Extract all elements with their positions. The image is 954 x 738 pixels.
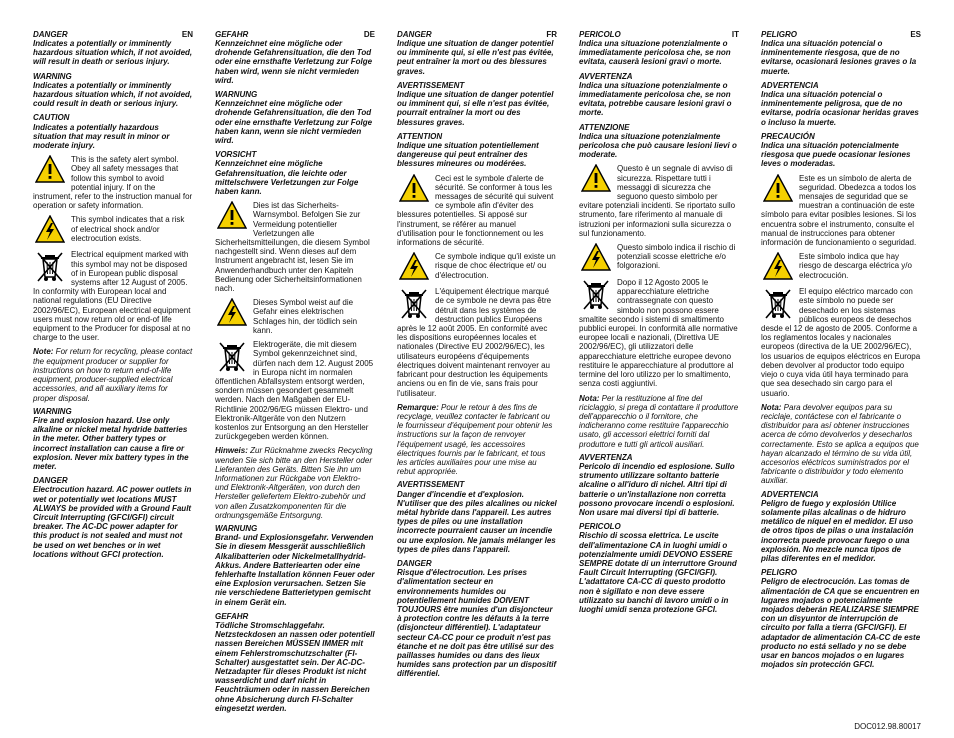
crossed-out-bin-icon [35,250,65,284]
note-text: Zur Rücknahme zwecks Recycling wenden Sie sich bitte an den Hersteller oder Lieferanten des Geräts. Bitten Sie ihn um Informationen zur Rückgabe von Elektro- und Elektronik-Altgeräten, von durch den Hersteller geliefertem Elektro-zubehör und von allen Zusatzkomponenten für die ordnungsgemäße Entsorgung. [215,446,373,520]
electrical-shock-symbol-block [215,298,375,335]
danger-text: Indica una situazione potenzialmente o immediatamente pericolosa che, se non evitata, causerà lesioni gravi o morte. [579,39,731,67]
weee-text: Dopo il 12 Agosto 2005 le apparecchiature elettriche contrassegnate con questo simbolo non possono essere smaltite secondo i sistemi di smaltimento pubblici europei. In conformità alle normative europee locali e nazionali, (Direttiva UE 2002/96/EC), gli utilizzatori delle apparecchiature elettriche europee devono restituire le apparecchiature al produttore al termine del loro utilizzo per lo smaltimento, senza costi aggiuntivi. [579,278,738,389]
warning-heading: AVERTISSEMENT [397,80,465,90]
crossed-out-bin-icon [217,340,247,374]
danger-heading: DANGER [397,30,432,39]
battery-warning-heading: AVERTISSEMENT [397,480,465,490]
danger-text: Indique une situation de danger potentiel ou imminente qui, si elle n'est pas évitée, peut entraîner la mort ou des blessures graves. [397,39,554,76]
section-header [579,30,739,39]
danger-heading: PELIGRO [761,30,798,39]
safety-alert-text: Dies ist das Sicherheits-Warnsymbol. Befolgen Sie zur Vermeidung potentieller Verletzungen alle Sicherheitsmitteilungen, die diesem Symbol nachgestellt sind. Wenn dieses auf dem Instrument angebracht ist, lesen Sie im Anwenderhandbuch unter den Kapiteln Bedienung oder Sicherheitsinformationen nach. [215,201,370,294]
danger-heading: PERICOLO [579,30,621,39]
safety-alert-icon [399,174,429,202]
caution-text: Indique une situation potentiellement dangereuse qui peut entraîner des blessures mineures ou modérées. [397,141,539,169]
section-header [761,30,921,39]
safety-alert-text: This is the safety alert symbol. Obey all safety messages that follow this symbol to avoid potential injury. If on the instrument, refer to the instruction manual for operation or safety information. [33,155,193,211]
electrical-shock-symbol-block [397,252,557,282]
electrical-shock-symbol-block [579,243,739,273]
column-en [33,30,193,564]
recycling-note [33,347,193,402]
note-text: For return for recycling, please contact the equipment producer or supplier for instructions on how to return end-of-life equipment, producer-supplied electrical accessories, and all auxiliary items for proper disposal. [33,347,193,403]
electrocution-danger-text: Risque d'électrocution. Les prises d'alimentation secteur en environnements humides ou potentiellement humides DOIVENT TOUJOURS être munies d'un disjoncteur à protection contre les défauts à la terre (disjoncteur différentiel). L'adaptateur secteur CA-CC pour ce produit n'est pas étanche et ne doit pas être utilisé sur des paillasses humides ou dans des lieux humides sans protection par un dispositif différentiel. [397,568,557,679]
crossed-out-bin-icon [763,287,793,321]
battery-warning-text: Fire and explosion hazard. Use only alkaline or nickel metal hydride batteries in the meter. Other battery types or incorrect installation can cause a fire or explosion. Never mix battery types in the meter. [33,415,189,471]
electrical-shock-text: This symbol indicates that a risk of electrical shock and/or electrocution exists. [71,215,185,243]
weee-symbol-block [397,287,557,397]
electrocution-danger-heading: GEFAHR [215,611,249,621]
column-it [579,30,739,619]
electrical-shock-icon [763,252,793,280]
caution-heading: CAUTION [33,113,70,123]
weee-symbol-block [215,340,375,441]
safety-alert-symbol-block [215,201,375,293]
safety-alert-symbol-block [397,174,557,248]
warning-heading: AVVERTENZA [579,71,633,81]
note-text: Per la restituzione al fine del riciclaggio, si prega di contattare il produttore dell'apparecchio o il fornitore, che indicheranno come restituire l'apparecchio usato, gli accessori elettrici forniti dal produttore e tutti gli articoli ausiliari. [579,393,739,449]
caution-heading: ATTENTION [397,131,443,141]
column-es [761,30,921,674]
danger-text: Indica una situación potencial o inminentemente riesgosa, que de no evitarse, ocasionará lesiones graves o la muerte. [761,39,917,76]
electrocution-danger-heading: PERICOLO [579,522,621,532]
electrocution-danger-text: Tödliche Stromschlaggefahr. Netzsteckdosen an nassen oder potentiell nassen Bereichen MÜSSEN IMMER mit einem Fehlerstromschutzschalter (FI-Schalter) ausgestattet sein. Der AC-DC-Netzadapter für dieses Produkt ist nicht wasserdicht und darf nicht in Feuchträumen oder in nassen Bereichen ohne Absicherung durch FI-Schalter eingesetzt werden. [215,620,375,713]
caution-text: Kennzeichnet eine mögliche Gefahrensituation, die leichte oder mittelschwere Verletzungen zur Folge haben kann. [215,159,359,197]
electrical-shock-icon [217,298,247,326]
electrical-shock-symbol-block [33,215,193,245]
document-code: DOC012.98.80017 [854,722,921,731]
safety-alert-icon [217,201,247,229]
recycling-note [761,403,921,486]
note-label: Nota: [761,402,782,412]
weee-symbol-block [579,278,739,388]
electrical-shock-icon [581,243,611,271]
electrical-shock-text: Ce symbole indique qu'il existe un risque de choc électrique et/ ou d'électrocution. [435,252,556,280]
battery-warning-text: Danger d'incendie et d'explosion. N'utiliser que des piles alcalines ou nickel métal hybride dans l'appareil. Les autres types de piles ou une installation incorrecte pourraient causer un incendie ou une explosion. Ne jamais mélanger les types de piles dans l'appareil. [397,489,557,554]
column-fr [397,30,557,684]
weee-text: Electrical equipment marked with this symbol may not be disposed of in European public disposal systems after 12 August of 2005. In conformity with European local and national regulations (EU Directive 2002/96/EC), European electrical equipment users must now return old or end-of life equipment to the Producer for disposal at no charge to the user. [33,250,191,343]
warning-heading: WARNING [33,71,72,81]
note-label: Nota: [579,393,600,403]
language-code: ES [910,30,921,39]
weee-text: Elektrogeräte, die mit diesem Symbol gekennzeichnet sind, dürfen nach dem 12. August 2005 in Europa nicht im normalen öffentlichen Abfallsystem entsorgt werden, sondern müssen gesondert gesammelt werden. Nach den Maßgaben der EU-Richtlinie 2002/96/EG müssen Elektro- und Elektronik-Altgeräte von den Nutzern kostenlos zur Entsorgung an den Hersteller zurückgegeben werden können. [215,340,374,442]
electrical-shock-symbol-block [761,252,921,282]
note-text: Pour le retour à des fins de recyclage, veuillez contacter le fabricant ou le fournisseur d'équipement pour obtenir les instructions sur la façon de renvoyer l'équipement usagé, les accessoires électriques fournis par le fabricant, et tous les articles auxiliaires pour une mise au rebut appropriée. [397,402,553,477]
caution-heading: VORSICHT [215,150,257,160]
electrocution-danger-heading: DANGER [33,476,68,486]
language-code: IT [731,30,739,39]
note-label: Remarque: [397,402,439,412]
danger-heading: GEFAHR [215,30,249,39]
battery-warning-text: Pericolo di incendio ed esplosione. Sullo strumento utilizzare soltanto batterie alcaline o all'iduro di nichel. Altri tipi di batterie o un'installazione non corretta possono provocare incendi o esplosioni. Non usare mai diversi tipi di batterie. [579,461,735,517]
language-code: EN [181,30,193,39]
electrical-shock-icon [399,252,429,280]
battery-warning-heading: ADVERTENCIA [761,489,819,499]
battery-warning-text: Brand- und Explosionsgefahr. Verwenden Sie in diesem Messgerät ausschließlich Alkalibatterien oder Nickelmetallhydrid-Akkus. Andere Batteriearten oder eine fehlerhafte Installation können Feuer oder eine Explosion verursachen. Setzen Sie nie verschiedene Batterietypen gemischt in einem Gerät ein. [215,533,375,607]
warning-text: Indica una situazione potenzialmente o immediatamente pericolosa che, se non evitata, potrebbe causare lesioni gravi o morte. [579,80,732,118]
safety-alert-symbol-block [761,174,921,248]
section-header [397,30,557,39]
warning-text: Indicates a potentially or imminently hazardous situation which, if not avoided, could result in death or serious injury. [33,80,193,109]
electrocution-danger-text: Peligro de electrocución. Las tomas de alimentación de CA que se encuentren en lugares mojados o potencialmente mojados deberán REALIZARSE SIEMPRE con un disyuntor de interrupción de circuito por falla a tierra (GFCI/GFI). El adaptador de alimentación CA-CC de este producto no está sellado y no se debe usar en bancos mojados o en lugares mojados sin protección GFCI. [761,577,921,670]
warning-heading: WARNUNG [215,90,258,100]
section-header [33,30,193,39]
weee-symbol-block [33,250,193,342]
danger-text: Indicates a potentially or imminently hazardous situation which, if not avoided, will result in death or serious injury. [33,39,193,67]
crossed-out-bin-icon [581,278,611,312]
warning-heading: ADVERTENCIA [761,80,819,90]
electrical-shock-text: Questo simbolo indica il rischio di potenziali scosse elettriche e/o folgorazioni. [617,243,736,271]
safety-alert-text: Ceci est le symbole d'alerte de sécurité. Se conformer à tous les messages de sécurité qui suivent ce symbole afin d'éviter des blessures potentielles. Si apposé sur l'instrument, se référer au manuel d'utilisation pour le fonctionnement ou les informations de sécurité. [397,173,554,248]
caution-heading: PRECAUCIÓN [761,131,815,141]
language-code: DE [363,30,375,39]
electrocution-danger-heading: DANGER [397,558,432,568]
battery-warning-text: Peligro de fuego y explosión Utilice solamente pilas alcalinas o de hidruro metálico de níquel en el medidor. El uso de otros tipos de pilas o una instalación incorrecta puede provocar fuego o una explosión. No mezcle nunca tipos de pilas diferentes en el medidor. [761,498,914,563]
battery-warning-heading: AVVERTENZA [579,452,633,462]
caution-text: Indica una situazione potenzialmente pericolosa che può causare lesioni lievi o moderate. [579,131,737,160]
safety-alert-symbol-block [33,155,193,210]
warning-text: Kennzeichnet eine mögliche oder drohende Gefahrensituation, die den Tod oder eine ernsthafte Verletzung zur Folge haben kann, wenn sie nicht vermieden wird. [215,99,373,146]
note-text: Para devolver equipos para su reciclaje, contáctese con el fabricante o distribuidor para así obtener instrucciones acerca de cómo devolverlos y desecharlos correctamente. Esto se aplica a equipos que hayan alcanzado el término de su vida útil, accesorios eléctricos suministrados por el fabricante o distribuidor y todo elemento auxiliar. [761,402,919,486]
caution-heading: ATTENZIONE [579,122,630,132]
safety-alert-text: Este es un símbolo de alerta de seguridad. Obedezca a todos los mensajes de seguridad que se muestran a continuación de este símbolo para evitar posibles lesiones. Si los encuentra sobre el instrumento, consulte el manual de instrucciones para obtener información de funcionamiento o seguridad. [761,173,917,248]
electrocution-danger-heading: PELIGRO [761,568,798,578]
caution-text: Indicates a potentially hazardous situation that may result in minor or moderate injury. [33,122,170,151]
weee-text: El equipo eléctrico marcado con este símbolo no puede ser desechado en los sistemas públicos europeos de desechos desde el 12 de agosto de 2005. Conforme a los reglamentos locales y nacionales europeos (directiva de la UE 2002/96/EC), los usuarios de equipos eléctricos en Europa deben devolver al productor todo equipo viejo o cuya vida útil haya terminado para que sea desechado sin cargo para el usuario. [761,287,921,398]
weee-text: L'équipement électrique marqué de ce symbole ne devra pas être détruit dans les systèmes de destruction publics Européens après le 12 août 2005. En conformité avec les dispositions européennes locales et nationales (Directive EU 2002/96/EC), les utilisateurs européens d'équipements électriques doivent maintenant renvoyer au fabricant pour destruction les équipements anciens ou en fin de vie, sans frais pour l'utilisateur. [397,287,552,398]
weee-symbol-block [761,287,921,397]
electrical-shock-text: Este símbolo indica que hay riesgo de descarga eléctrica y/o electrocución. [799,252,912,280]
safety-alert-icon [581,164,611,192]
safety-alert-icon [763,174,793,202]
language-code: FR [546,30,557,39]
electrical-shock-text: Dieses Symbol weist auf die Gefahr eines elektrischen Schlages hin, der tödlich sein kann. [253,298,358,335]
battery-warning-heading: WARNING [33,406,72,416]
safety-alert-text: Questo è un segnale di avviso di sicurezza. Rispettare tutti i messaggi di sicurezza che seguono questo simbolo per evitare potenziali incidenti. Se riportato sullo strumento, fare riferimento al manuale di istruzioni per informazioni sulla sicurezza o sul funzionamento. [579,164,736,238]
recycling-note [215,446,375,520]
crossed-out-bin-icon [399,287,429,321]
safety-alert-icon [35,155,65,183]
warning-text: Indique une situation de danger potentiel ou imminent qui, si elle n'est pas évitée, pourrait entraîner la mort ou des blessures graves. [397,90,554,127]
caution-text: Indica una situación potencialmente riesgosa que puede ocasionar lesiones leves o moderadas. [761,141,911,169]
recycling-note [579,394,739,449]
danger-text: Kennzeichnet eine mögliche oder drohende Gefahrensituation, die den Tod oder eine ernsthafte Verletzung zur Folge haben wird, wenn sie nicht vermieden wird. [215,39,373,85]
warning-text: Indica una situación potencial o inminentemente peligrosa, que de no evitarse, podría ocasionar heridas graves o incluso la muerte. [761,90,919,127]
electrical-shock-icon [35,215,65,243]
note-label: Note: [33,347,54,357]
recycling-note [397,403,557,477]
battery-warning-heading: WARNUNG [215,523,258,533]
note-label: Hinweis: [215,446,248,456]
electrocution-danger-text: Electrocution hazard. AC power outlets in wet or potentially wet locations MUST ALWAYS be provided with a Ground Fault Circuit Interrupting (GFCI/GFI) circuit breaker. The AC-DC power adapter for this product is not sealed and must not be used on wet benches or in wet locations without GFCI protection. [33,485,192,559]
section-header [215,30,375,39]
safety-alert-symbol-block [579,164,739,238]
column-de [215,30,375,718]
danger-heading: DANGER [33,30,68,39]
electrocution-danger-text: Rischio di scossa elettrica. Le uscite dell'alimentazione CA in luoghi umidi o potenzialmente umidi DEVONO ESSERE SEMPRE dotate di un interruttore Ground Fault Circuit Interrupting (GFCI/GFI). L'adattatore CA-CC di questo prodotto non è sigillato e non deve essere utilizzato su banchi di lavoro umidi o in luoghi umidi senza protezione GFCI. [579,531,737,614]
